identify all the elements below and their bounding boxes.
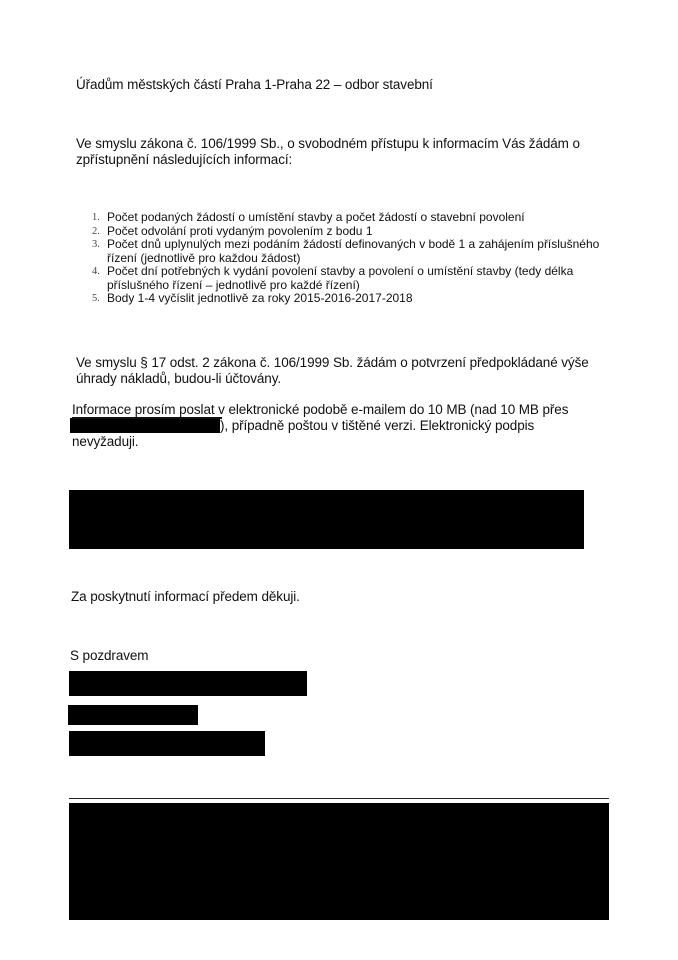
delivery-paragraph xyxy=(72,402,592,450)
redaction-signature-line xyxy=(69,731,265,756)
list-item-number: 4. xyxy=(92,266,100,277)
list-item-number: 1. xyxy=(92,212,100,223)
list-item xyxy=(92,292,612,306)
list-item-text: Body 1-4 vyčíslit jednotlivě za roky 2015-2016-2017-2018 xyxy=(107,291,413,305)
list-item-number: 2. xyxy=(92,225,100,237)
list-item-number: 3. xyxy=(92,239,100,250)
list-item-text: Počet dnů uplynulých mezi podáním žádostí definovaných v bodě 1 a zahájením příslušného řízení (jednotlivě pro každou žádost) xyxy=(107,237,600,265)
fees-paragraph: Ve smyslu § 17 odst. 2 zákona č. 106/1999 Sb. žádám o potvrzení předpokládané výše úhrady nákladů, budou-li účtovány. xyxy=(76,355,589,386)
list-item xyxy=(92,225,612,239)
footer-divider xyxy=(69,798,609,799)
redaction-signature-line xyxy=(68,705,198,725)
request-list xyxy=(92,211,612,306)
redaction-block xyxy=(69,490,584,549)
list-item-text: Počet dní potřebných k vydání povolení stavby a povolení o umístění stavby (tedy délka příslušného řízení – jednotlivě pro každé řízení) xyxy=(107,264,574,292)
handwritten-underline xyxy=(72,417,222,419)
addressee-line: Úřadům městských částí Praha 1-Praha 22 – odbor stavební xyxy=(76,77,433,92)
redaction-footer xyxy=(69,803,609,920)
redaction-signature-name xyxy=(69,671,307,696)
delivery-text-part2: ), případně poštou v tištěné verzi. Elektronický podpis nevyžaduji. xyxy=(72,418,535,449)
list-item-text: Počet odvolání proti vydaným povolením z bodu 1 xyxy=(107,223,373,238)
list-item xyxy=(92,238,612,265)
intro-paragraph: Ve smyslu zákona č. 106/1999 Sb., o svobodném přístupu k informacím Vás žádám o zpřístupnění následujících informací: xyxy=(76,136,580,167)
list-item xyxy=(92,211,612,225)
list-item-text: Počet podaných žádostí o umístění stavby a počet žádostí o stavební povolení xyxy=(107,210,525,224)
delivery-text-part1: Informace prosím poslat v elektronické podobě e-mailem do 10 MB (nad 10 MB přes xyxy=(72,402,569,417)
closing-salutation: S pozdravem xyxy=(70,648,149,663)
list-item xyxy=(92,265,612,292)
list-item-number: 5. xyxy=(92,293,100,304)
thanks-line: Za poskytnutí informací předem děkuji. xyxy=(71,589,300,604)
redaction-inline xyxy=(70,418,220,433)
